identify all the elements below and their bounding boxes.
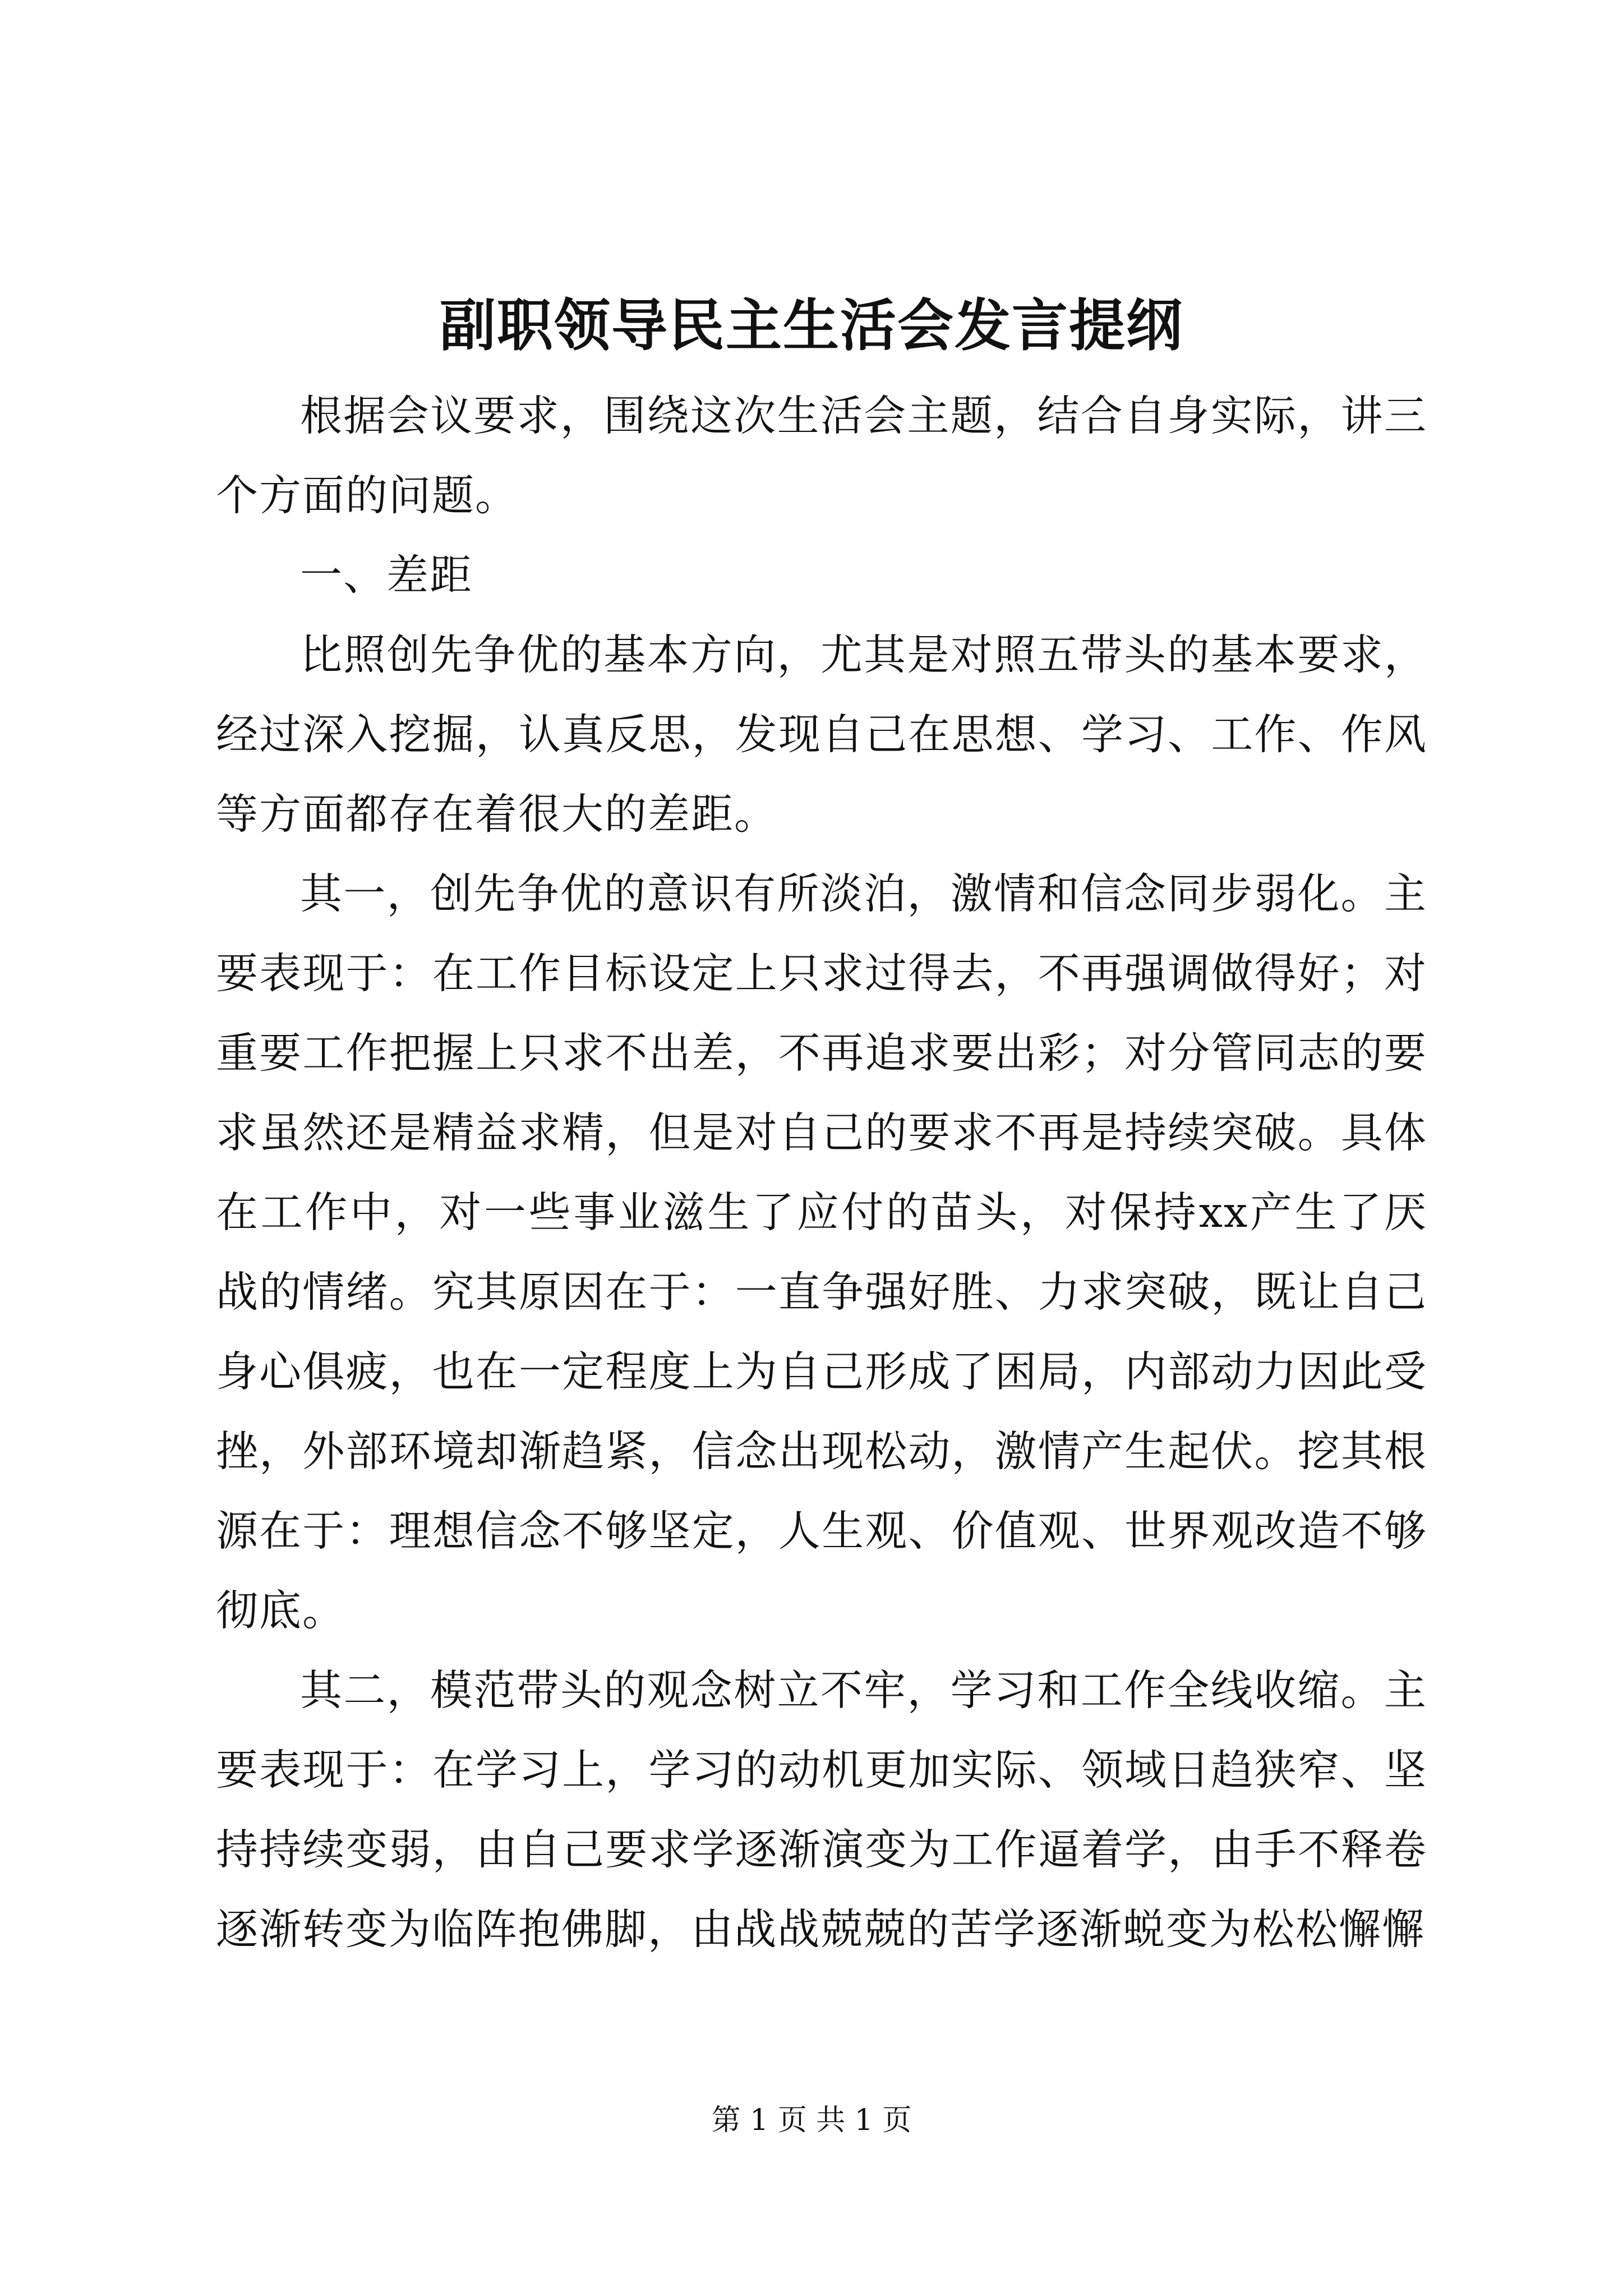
paragraph-point-one: 其一，创先争优的意识有所淡泊，激情和信念同步弱化。主要表现于：在工作目标设定上只求过得去，不再强调做得好；对重要工作把握上只求不出差，不再追求要出彩；对分管同志的要求虽然还是精益求精，但是对自己的要求不再是持续突破。具体在工作中，对一些事业滋生了应付的苗头，对保持xx产生了厌战的情绪。究其原因在于：一直争强好胜、力求突破，既让自己身心俱疲，也在一定程度上为自己形成了困局，内部动力因此受挫，外部环境却渐趋紧，信念出现松动，激情产生起伏。挖其根源在于：理想信念不够坚定，人生观、价值观、世界观改造不够彻底。	[216, 869, 1427, 1635]
page-footer: 第 1 页 共 1 页	[711, 2104, 912, 2137]
document-body	[216, 376, 1427, 1969]
paragraph-point-two: 其二，模范带头的观念树立不牢，学习和工作全线收缩。主要表现于：在学习上，学习的动机更加实际、领域日趋狭窄、坚持持续变弱，由自己要求学逐渐演变为工作逼着学，由手不释卷逐渐转变为临阵抱佛脚，由战战兢兢的苦学逐渐蜕变为松松懈懈	[216, 1665, 1427, 1954]
document-title: 副职领导民主生活会发言提纲	[440, 292, 1183, 358]
paragraph-overview: 比照创先争优的基本方向，尤其是对照五带头的基本要求，经过深入挖掘，认真反思，发现自己在思想、学习、工作、作风等方面都存在着很大的差距。	[216, 630, 1427, 839]
section-heading-gap: 一、差距	[300, 550, 473, 600]
paragraph-intro: 根据会议要求，围绕这次生活会主题，结合自身实际，讲三个方面的问题。	[216, 391, 1427, 520]
